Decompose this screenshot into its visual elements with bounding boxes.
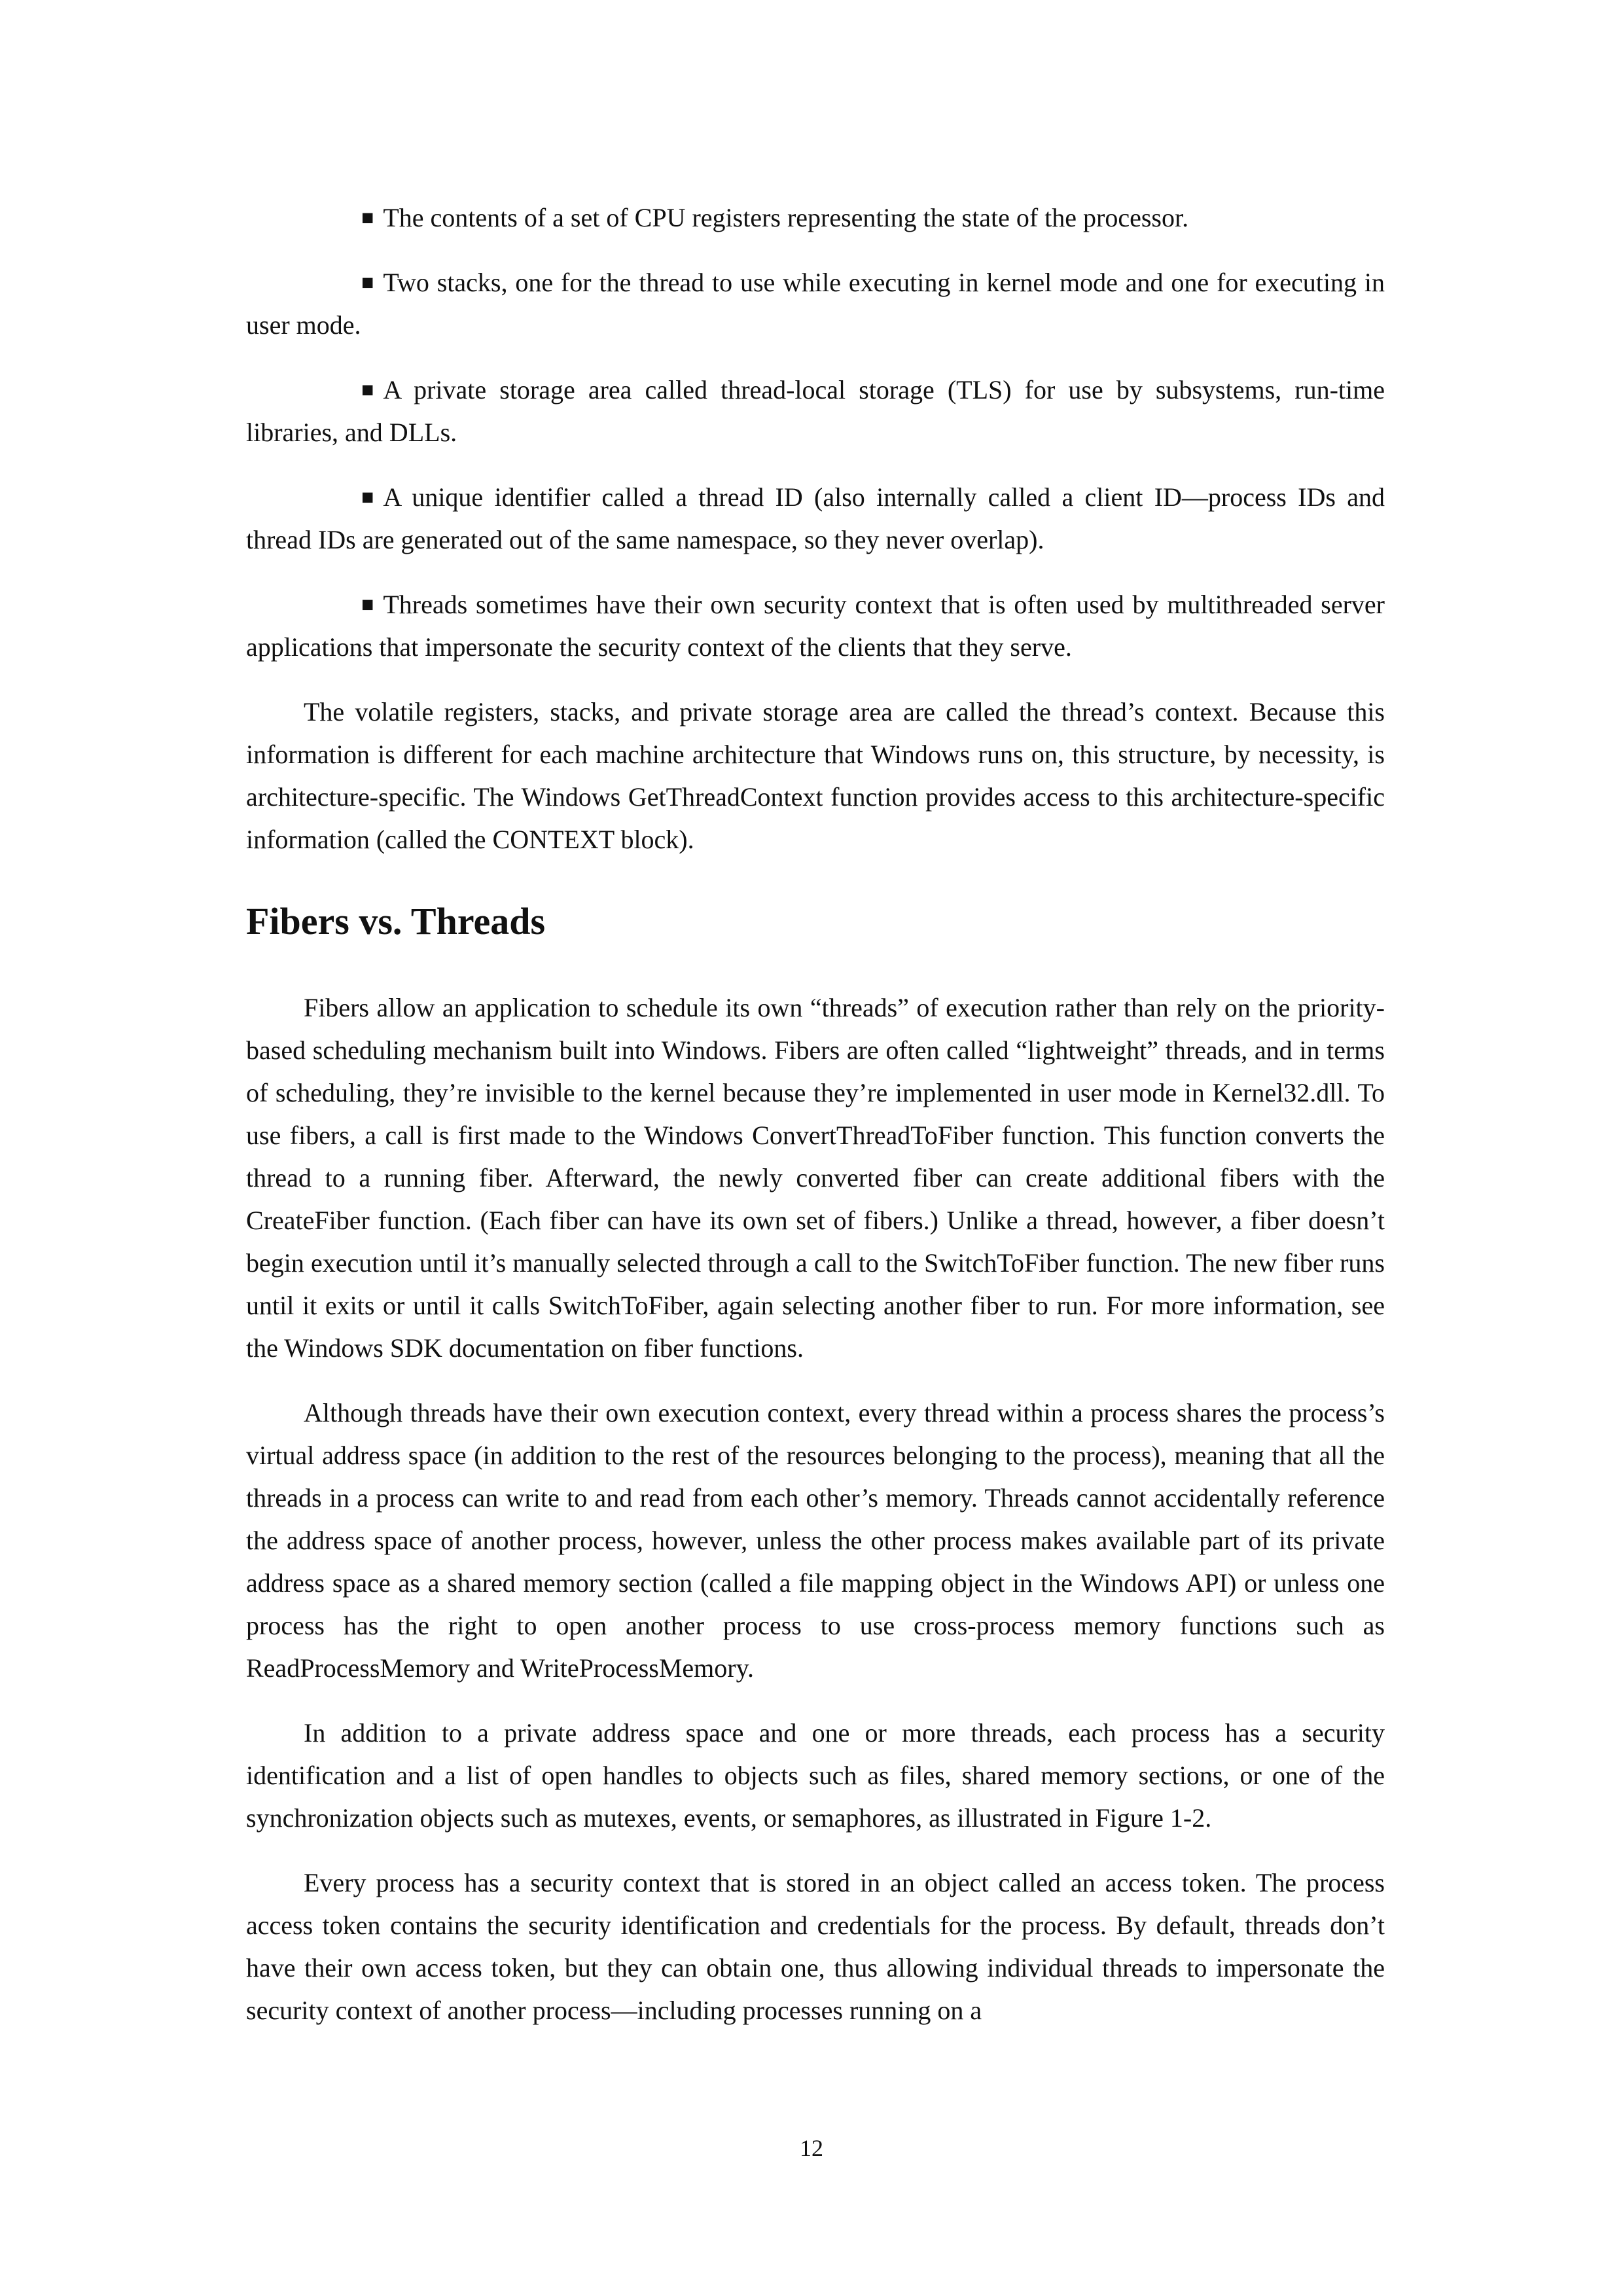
- page-number: 12: [800, 2135, 823, 2161]
- page-body: [246, 196, 1385, 2054]
- bullet-item: [246, 476, 1385, 561]
- bullet-square-icon: ■: [361, 206, 374, 229]
- bullet-item: [246, 196, 1385, 239]
- intro-paragraph: The volatile registers, stacks, and private storage area are called the thread’s context. Because this information is different for each machine architecture that Windows runs on, this structure, by necessity, is architecture-specific. The Windows GetThreadContext function provides access to this architecture-specific information (called the CONTEXT block).: [246, 697, 1385, 854]
- bullet-square-icon: ■: [361, 592, 374, 616]
- bullet-square-icon: ■: [361, 270, 374, 294]
- bullet-text: Two stacks, one for the thread to use while executing in kernel mode and one for executing in user mode.: [246, 268, 1385, 340]
- bullet-text: Threads sometimes have their own security context that is often used by multithreaded server applications that impersonate the security context of the clients that they serve.: [246, 590, 1385, 662]
- bullet-square-icon: ■: [361, 378, 374, 401]
- bullet-text: The contents of a set of CPU registers representing the state of the processor.: [383, 203, 1189, 232]
- bullet-text: A private storage area called thread-local storage (TLS) for use by subsystems, run-time libraries, and DLLs.: [246, 375, 1385, 447]
- bullet-item: [246, 368, 1385, 454]
- bullet-item: [246, 583, 1385, 668]
- bullet-text: A unique identifier called a thread ID (also internally called a client ID—process IDs and thread IDs are generated out of the same namespace, so they never overlap).: [246, 482, 1385, 554]
- section-paragraph: Fibers allow an application to schedule its own “threads” of execution rather than rely on the priority-based scheduling mechanism built into Windows. Fibers are often called “lightweight” threads, and in terms of scheduling, they’re invisible to the kernel because they’re implemented in user mode in Kernel32.dll. To use fibers, a call is first made to the Windows ConvertThreadToFiber function. This function converts the thread to a running fiber. Afterward, the newly converted fiber can create additional fibers with the CreateFiber function. (Each fiber can have its own set of fibers.) Unlike a thread, however, a fiber doesn’t begin execution until it’s manually selected through a call to the SwitchToFiber function. The new fiber runs until it exits or until it calls SwitchToFiber, again selecting another fiber to run. For more information, see the Windows SDK documentation on fiber functions.: [246, 993, 1385, 1363]
- section-paragraph: Although threads have their own execution context, every thread within a process shares the process’s virtual address space (in addition to the rest of the resources belonging to the process), meaning that all the threads in a process can write to and read from each other’s memory. Threads cannot accidentally reference the address space of another process, however, unless the other process makes available part of its private address space as a shared memory section (called a file mapping object in the Windows API) or unless one process has the right to open another process to use cross-process memory functions such as ReadProcessMemory and WriteProcessMemory.: [246, 1398, 1385, 1683]
- bullet-item: [246, 261, 1385, 346]
- section-paragraph: Every process has a security context that is stored in an object called an access token. The process access token contains the security identification and credentials for the process. By default, threads don’t have their own access token, but they can obtain one, thus allowing individual threads to impersonate the security context of another process—including processes running on a: [246, 1868, 1385, 2025]
- section-paragraph: In addition to a private address space and one or more threads, each process has a security identification and a list of open handles to objects such as files, shared memory sections, or one of the synchronization objects such as mutexes, events, or semaphores, as illustrated in Figure 1-2.: [246, 1718, 1385, 1833]
- section-heading: Fibers vs. Threads: [246, 900, 546, 942]
- bullet-square-icon: ■: [361, 485, 374, 509]
